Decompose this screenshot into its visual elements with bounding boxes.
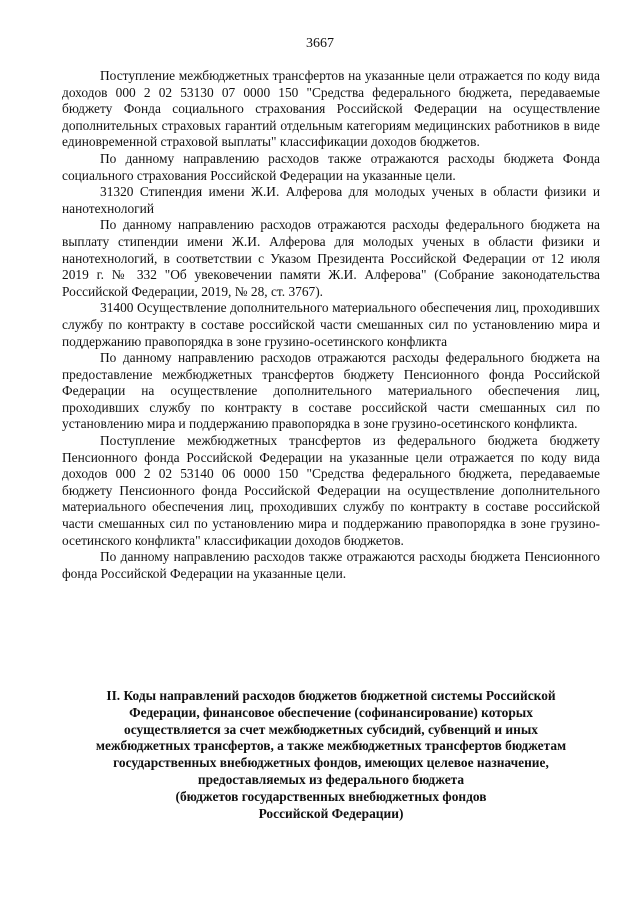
paragraph-income-code-53140: Поступление межбюджетных трансфертов из федерального бюджета бюджету Пенсионного фонда Российской Федерации на указанные цели отражается по коду вида доходов 000 2 02 53140 06 0000 150 "Средства федерального бюджета, передаваемые бюджету Пенсионного фонда Российской Федерации на осуществление дополнительного материального обеспечения лиц, проходивших службу по контракту в составе российской части смешанных сил по установлению мира и поддержанию правопорядка в зоне грузино-осетинского конфликта" классификации доходов бюджетов. <box>62 433 600 548</box>
heading-line: предоставляемых из федерального бюджета <box>197 771 465 787</box>
heading-line: Российской Федерации) <box>258 805 404 821</box>
paragraph-code-31400-title: 31400 Осуществление дополнительного материального обеспечения лиц, проходивших службу по контракту в составе российской части смешанных сил по установлению мира и поддержанию правопорядка в зоне грузино-осетинского конфликта <box>62 300 600 349</box>
body-text <box>62 68 600 582</box>
paragraph-fss-expenses: По данному направлению расходов также отражаются расходы бюджета Фонда социального страхования Российской Федерации на указанные цели. <box>62 150 600 183</box>
page-number: 3667 <box>306 36 334 51</box>
paragraph-pension-fund-transfers: По данному направлению расходов отражаются расходы федерального бюджета на предоставление межбюджетных трансфертов бюджету Пенсионного фонда Российской Федерации на осуществление дополнительного материального обеспечения лиц, проходивших службу по контракту в составе российской части смешанных сил по установлению мира и поддержанию правопорядка в зоне грузино-осетинского конфликта. <box>62 350 600 432</box>
paragraph-code-31320-title: 31320 Стипендия имени Ж.И. Алферова для молодых ученых в области физики и нанотехнологий <box>62 184 600 216</box>
paragraph-pfr-expenses: По данному направлению расходов также отражаются расходы бюджета Пенсионного фонда Российской Федерации на указанные цели. <box>62 549 600 581</box>
section-heading <box>62 688 600 822</box>
heading-line: государственных внебюджетных фондов, имеющих целевое назначение, <box>113 755 549 771</box>
paragraph-alferov-scholarship: По данному направлению расходов отражаются расходы федерального бюджета на выплату стипендии имени Ж.И. Алферова для молодых ученых в области физики и нанотехнологий, в соответствии с Указом Президента Российской Федерации от 12 июля 2019 г. № 332 "Об увековечении памяти Ж.И. Алферова" (Собрание законодательства Российской Федерации, 2019, № 28, ст. 3767). <box>62 217 600 299</box>
paragraph-income-code-53130: Поступление межбюджетных трансфертов на указанные цели отражается по коду вида доходов 000 2 02 53130 07 0000 150 "Средства федерального бюджета, передаваемые бюджету Фонда социального страхования Российской Федерации на осуществление дополнительных страховых гарантий отдельным категориям медицинских работников в виде единовременной страховой выплаты" классификации доходов бюджетов. <box>62 68 600 150</box>
heading-line: осуществляется за счет межбюджетных субсидий, субвенций и иных <box>124 721 538 737</box>
heading-line: II. Коды направлений расходов бюджетов бюджетной системы Российской <box>106 688 556 703</box>
heading-line: Федерации, финансовое обеспечение (софинансирование) которых <box>129 704 533 720</box>
heading-line: межбюджетных трансфертов, а также межбюджетных трансфертов бюджетам <box>95 738 567 754</box>
heading-line: (бюджетов государственных внебюджетных фондов <box>175 788 487 804</box>
